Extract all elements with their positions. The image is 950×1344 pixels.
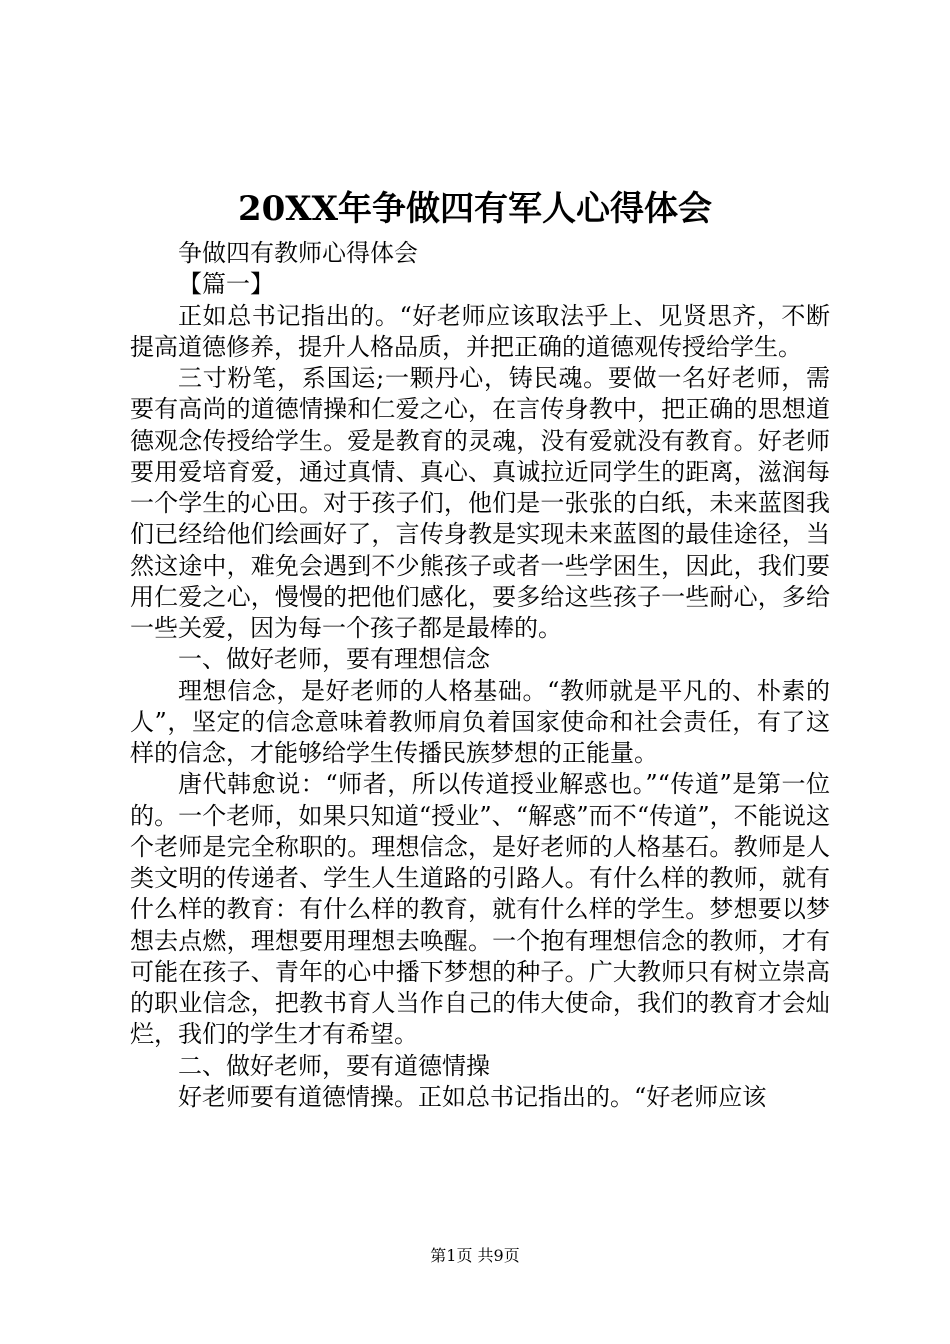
subtitle-paragraph: 争做四有教师心得体会 bbox=[178, 239, 418, 267]
body-paragraph: 正如总书记指出的。“好老师应该取法乎上、见贤思齐，不断提高道德修养，提升人格品质，并把正确的道德观传授给学生。 bbox=[130, 301, 830, 361]
document-body bbox=[130, 238, 830, 1113]
section-heading: 二、做好老师，要有道德情操 bbox=[178, 1051, 490, 1080]
document-title: 20XX年争做四有军人心得体会 bbox=[237, 189, 713, 229]
body-paragraph: 好老师要有道德情操。正如总书记指出的。“好老师应该 bbox=[178, 1082, 767, 1111]
page-number-footer: 第1页 共9页 bbox=[430, 1246, 520, 1265]
section-marker-paragraph: 【篇一】 bbox=[178, 270, 274, 299]
body-paragraph: 唐代韩愈说：“师者，所以传道授业解惑也。”“传道”是第一位的。一个老师，如果只知道“授业”、“解惑”而不“传道”，不能说这个老师是完全称职的。理想信念，是好老师的人格基石。教师是人类文明的传递者、学生人生道路的引路人。有什么样的教师，就有什么样的教育：有什么样的教育，就有什么样的学生。梦想要以梦想去点燃，理想要用理想去唤醒。一个抱有理想信念的教师，才有可能在孩子、青年的心中播下梦想的种子。广大教师只有树立崇高的职业信念，把教书育人当作自己的伟大使命，我们的教育才会灿烂，我们的学生才有希望。 bbox=[130, 770, 830, 1049]
body-paragraph: 理想信念，是好老师的人格基础。“教师就是平凡的、朴素的人”，坚定的信念意味着教师肩负着国家使命和社会责任，有了这样的信念，才能够给学生传播民族梦想的正能量。 bbox=[130, 676, 830, 767]
body-paragraph: 三寸粉笔，系国运;一颗丹心，铸民魂。要做一名好老师，需要有高尚的道德情操和仁爱之心，在言传身教中，把正确的思想道德观念传授给学生。爱是教育的灵魂，没有爱就没有教育。好老师要用爱培育爱，通过真情、真心、真诚拉近同学生的距离，滋润每一个学生的心田。对于孩子们，他们是一张张的白纸，未来蓝图我们已经给他们绘画好了，言传身教是实现未来蓝图的最佳途径，当然这途中，难免会遇到不少熊孩子或者一些学困生，因此，我们要用仁爱之心，慢慢的把他们感化，要多给这些孩子一些耐心，多给一些关爱，因为每一个孩子都是最棒的。 bbox=[130, 364, 830, 642]
section-heading: 一、做好老师，要有理想信念 bbox=[178, 645, 490, 674]
